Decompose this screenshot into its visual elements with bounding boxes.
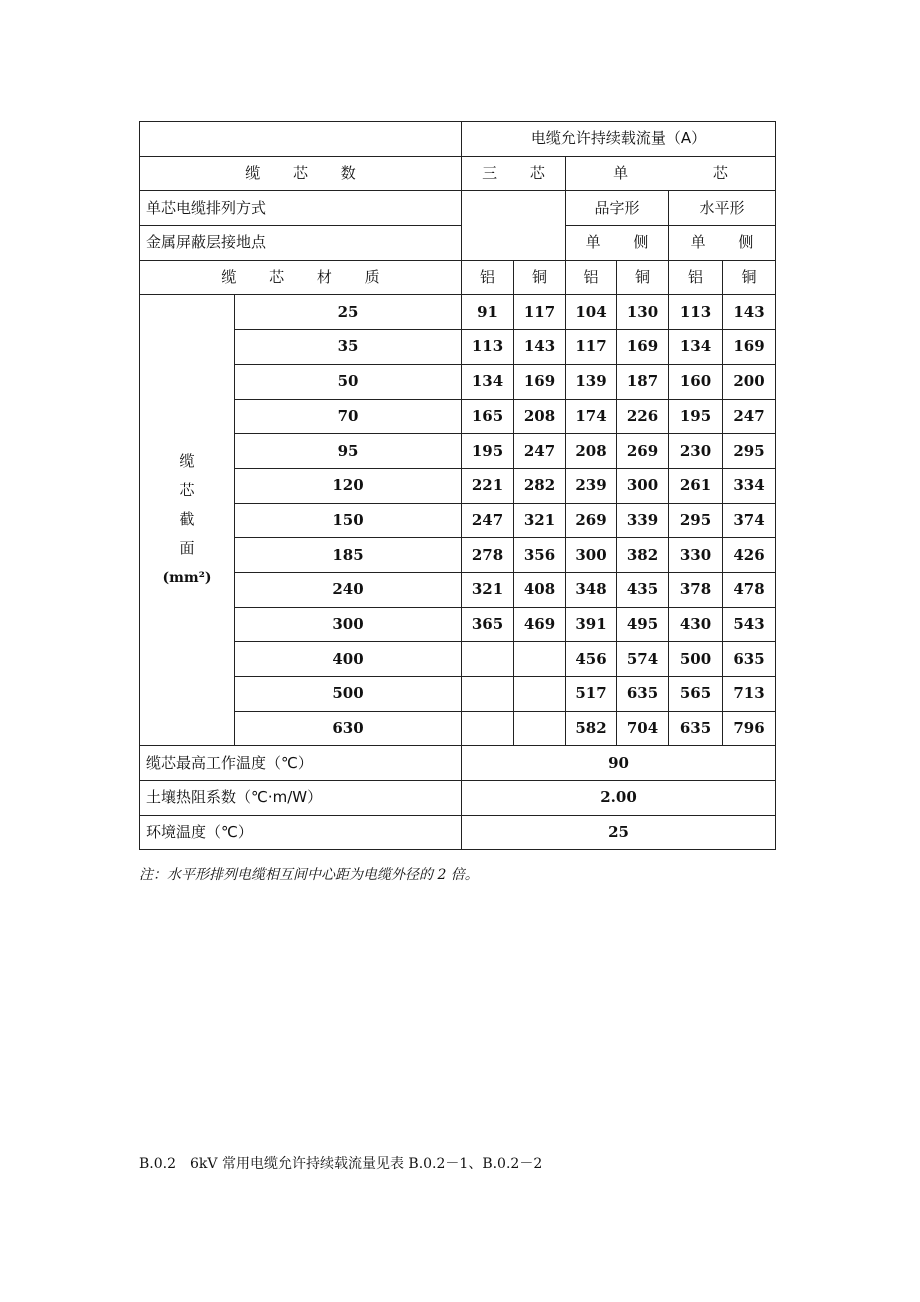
table-row: [140, 468, 776, 503]
trefoil-header: 品字形: [566, 191, 669, 226]
value-cell: 517: [566, 677, 617, 712]
table-row: [140, 572, 776, 607]
value-cell: 334: [723, 468, 776, 503]
value-cell: 582: [566, 711, 617, 746]
table-row: [140, 677, 776, 712]
value-cell: [462, 677, 514, 712]
grounding-flat: 单 侧: [669, 226, 776, 261]
grounding-trefoil: 单 侧: [566, 226, 669, 261]
value-cell: 278: [462, 538, 514, 573]
table-row: [140, 642, 776, 677]
value-cell: 117: [566, 330, 617, 365]
material-label: 缆 芯 材 质: [140, 260, 462, 295]
size-cell: 630: [235, 711, 462, 746]
value-cell: [514, 711, 566, 746]
value-cell: 104: [566, 295, 617, 330]
value-cell: 408: [514, 572, 566, 607]
value-cell: 330: [669, 538, 723, 573]
value-cell: 635: [669, 711, 723, 746]
clause-b02: B.0.2 6kV 常用电缆允许持续载流量见表 B.0.2－1、B.0.2－2: [139, 1156, 543, 1172]
value-cell: 456: [566, 642, 617, 677]
value-cell: 165: [462, 399, 514, 434]
max-temp-label: 缆芯最高工作温度（℃）: [140, 746, 462, 781]
value-cell: 195: [462, 434, 514, 469]
size-cell: 25: [235, 295, 462, 330]
value-cell: 365: [462, 607, 514, 642]
value-cell: 435: [617, 572, 669, 607]
value-cell: 282: [514, 468, 566, 503]
table-row: [140, 538, 776, 573]
material-cell: 铝: [669, 260, 723, 295]
three-core-header: 三 芯: [462, 156, 566, 191]
value-cell: 565: [669, 677, 723, 712]
value-cell: 495: [617, 607, 669, 642]
value-cell: 134: [669, 330, 723, 365]
value-cell: 269: [566, 503, 617, 538]
value-cell: [462, 711, 514, 746]
value-cell: 478: [723, 572, 776, 607]
size-cell: 300: [235, 607, 462, 642]
value-cell: [514, 642, 566, 677]
size-cell: 35: [235, 330, 462, 365]
value-cell: 704: [617, 711, 669, 746]
value-cell: 500: [669, 642, 723, 677]
value-cell: 221: [462, 468, 514, 503]
material-cell: 铜: [514, 260, 566, 295]
flat-header: 水平形: [669, 191, 776, 226]
value-cell: 796: [723, 711, 776, 746]
value-cell: 295: [723, 434, 776, 469]
core-count-label: 缆 芯 数: [140, 156, 462, 191]
value-cell: 635: [723, 642, 776, 677]
value-cell: 239: [566, 468, 617, 503]
grounding-label: 金属屏蔽层接地点: [140, 226, 462, 261]
value-cell: 356: [514, 538, 566, 573]
header-title: 电缆允许持续载流量（A）: [462, 122, 776, 157]
value-cell: 226: [617, 399, 669, 434]
size-cell: 95: [235, 434, 462, 469]
value-cell: 295: [669, 503, 723, 538]
value-cell: 208: [514, 399, 566, 434]
single-core-header: 单 芯: [566, 156, 776, 191]
value-cell: 130: [617, 295, 669, 330]
value-cell: [514, 677, 566, 712]
value-cell: 348: [566, 572, 617, 607]
value-cell: [462, 642, 514, 677]
ambient-temp-label: 环境温度（℃）: [140, 815, 462, 850]
size-cell: 50: [235, 364, 462, 399]
table-row: [140, 711, 776, 746]
table-note: 注：水平形排列电缆相互间中心距为电缆外径的 2 倍。: [139, 867, 479, 883]
value-cell: 247: [514, 434, 566, 469]
size-cell: 240: [235, 572, 462, 607]
size-cell: 185: [235, 538, 462, 573]
value-cell: 195: [669, 399, 723, 434]
value-cell: 713: [723, 677, 776, 712]
table-row: [140, 399, 776, 434]
table-row: [140, 503, 776, 538]
value-cell: 574: [617, 642, 669, 677]
material-cell: 铝: [566, 260, 617, 295]
value-cell: 543: [723, 607, 776, 642]
material-cell: 铝: [462, 260, 514, 295]
value-cell: 160: [669, 364, 723, 399]
material-cell: 铜: [617, 260, 669, 295]
size-cell: 150: [235, 503, 462, 538]
value-cell: 139: [566, 364, 617, 399]
value-cell: 208: [566, 434, 617, 469]
value-cell: 391: [566, 607, 617, 642]
value-cell: 117: [514, 295, 566, 330]
table-row: [140, 434, 776, 469]
value-cell: 469: [514, 607, 566, 642]
value-cell: 169: [617, 330, 669, 365]
value-cell: 269: [617, 434, 669, 469]
value-cell: 200: [723, 364, 776, 399]
value-cell: 426: [723, 538, 776, 573]
material-cell: 铜: [723, 260, 776, 295]
cable-ampacity-table: [139, 121, 776, 850]
soil-resistivity-value: 2.00: [462, 781, 776, 816]
section-unit: (mm²): [162, 570, 212, 587]
size-cell: 120: [235, 468, 462, 503]
value-cell: 321: [462, 572, 514, 607]
value-cell: 91: [462, 295, 514, 330]
value-cell: 635: [617, 677, 669, 712]
value-cell: 174: [566, 399, 617, 434]
value-cell: 382: [617, 538, 669, 573]
soil-resistivity-label: 土壤热阻系数（℃·m/W）: [140, 781, 462, 816]
value-cell: 300: [617, 468, 669, 503]
value-cell: 430: [669, 607, 723, 642]
value-cell: 187: [617, 364, 669, 399]
value-cell: 374: [723, 503, 776, 538]
value-cell: 134: [462, 364, 514, 399]
value-cell: 113: [669, 295, 723, 330]
ambient-temp-value: 25: [462, 815, 776, 850]
value-cell: 378: [669, 572, 723, 607]
value-cell: 169: [514, 364, 566, 399]
value-cell: 247: [723, 399, 776, 434]
table-row: [140, 607, 776, 642]
value-cell: 261: [669, 468, 723, 503]
section-label: 缆 芯 截 面 (mm²): [140, 295, 235, 746]
three-core-blank: [462, 191, 566, 260]
arrangement-label: 单芯电缆排列方式: [140, 191, 462, 226]
size-cell: 70: [235, 399, 462, 434]
value-cell: 143: [514, 330, 566, 365]
value-cell: 300: [566, 538, 617, 573]
value-cell: 113: [462, 330, 514, 365]
value-cell: 247: [462, 503, 514, 538]
size-cell: 500: [235, 677, 462, 712]
max-temp-value: 90: [462, 746, 776, 781]
value-cell: 230: [669, 434, 723, 469]
table-row: [140, 295, 776, 330]
value-cell: 339: [617, 503, 669, 538]
corner-cell: [140, 122, 462, 157]
value-cell: 169: [723, 330, 776, 365]
size-cell: 400: [235, 642, 462, 677]
value-cell: 143: [723, 295, 776, 330]
table-row: [140, 330, 776, 365]
value-cell: 321: [514, 503, 566, 538]
table-row: [140, 364, 776, 399]
